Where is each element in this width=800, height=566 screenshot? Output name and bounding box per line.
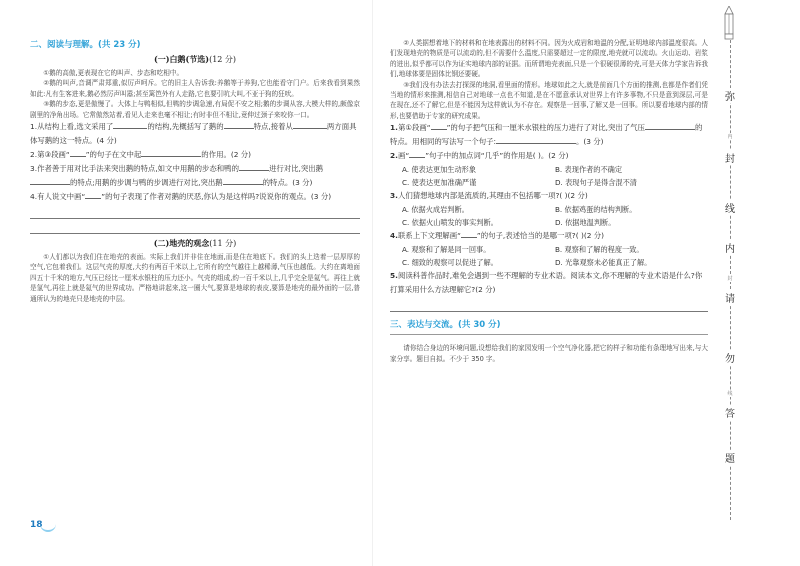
options-r4 [390,243,708,256]
question-4: 4.有人说文中画“ ”的句子表现了作者对鹅的厌恶,你认为是这样吗?说说你的观点。(3 分) [30,192,332,202]
binding-char: 封 [720,150,740,165]
binding-char: 弥 [720,88,740,103]
page-number: 18 [30,520,43,530]
binding-small-char: 线 [722,390,738,397]
option[interactable]: B. 依据鸡蛋的结构判断。 [555,205,637,215]
answer-line[interactable] [30,206,360,219]
passage1-paragraph-3: ③鹅的步态,更是傲慢了。大体上与鸭相似,但鸭的步调急速,有局促不安之相;鹅的步调从容,大模大样的,颇像京剧里的净角出场。它常傲然站着,看见人走来也毫不相让;有时非但不相让,竟伸过颈子来咬你一口。 [30,100,360,119]
question-r1: 1.第①段画“ ”的句子把气压和一厘米水银柱的压力进行了对比,突出了气压 的特点。用相同的写法写一个句子: 。(3 分) [390,123,703,147]
page-gutter [372,0,373,566]
options-r2 [390,163,708,176]
answer-blank[interactable] [645,121,695,130]
passage1-paragraph-1: ①鹅的高傲,更表现在它的叫声、步态和吃相中。 [43,69,184,77]
section-rule [390,334,708,335]
answer-blank[interactable] [223,176,263,185]
answer-line[interactable] [30,221,360,234]
option[interactable]: D. 依据地温判断。 [555,218,616,228]
question-3: 3.作者善于用对比手法来突出鹅的特点,如文中用鹅的步态和鸭的 进行对比,突出鹅的特点;用鹅的步调与鸭的步调进行对比,突出鹅 的特点。(3 分) [30,164,324,188]
question-r4: 4.联系上下文理解画“ ”的句子,表述恰当的是哪一项?( )(2 分) [390,231,605,241]
left-column [30,38,360,304]
option[interactable]: A. 依据火成岩判断。 [402,205,469,215]
option[interactable]: C. 细致的观察可以促进了解。 [402,258,498,268]
question-1: 1.从结构上看,选文采用了 的结构,先概括写了鹅的 特点,接着从 两方面具体写鹅的这一特点。(4 分) [30,122,357,146]
option[interactable]: D. 光靠观察未必能真正了解。 [555,258,652,268]
option[interactable]: A. 观察和了解是同一回事。 [402,245,491,255]
answer-line[interactable] [390,299,708,312]
option[interactable]: B. 观察和了解的程度一致。 [555,245,644,255]
section-heading-reading: 二、阅读与理解。(共 23 分) [30,40,141,50]
passage1-title: (一)白鹅(节选)(12 分) [153,54,237,64]
answer-blank[interactable] [239,162,269,171]
binding-char: 线 [720,200,740,215]
section-heading-writing: 三、表达与交流。(共 30 分) [390,320,501,331]
binding-margin [710,0,750,566]
binding-char: 勿 [720,350,740,365]
binding-small-char: 封 [722,275,738,282]
question-r2: 2.画“ ”句子中的加点词“几乎”的作用是( )。(2 分) [390,151,569,161]
option[interactable]: A. 使表达更加生动形象 [402,165,477,175]
question-2: 2.第③段画“ ”的句子在文中起 的作用。(2 分) [30,150,252,160]
option[interactable]: B. 表现作者的不确定 [555,165,623,175]
binding-char: 请 [720,290,740,305]
binding-small-char: 内 [722,133,738,140]
passage2-paragraph-2: ②人类据想着地下的材料和在地表露出的材料不同。因为火成岩和地温的分配,证明地球内部温度很高。人们发现地壳的物质是可以流动的,但不需要什么温度,只需要超过一定的限度,地壳就可以流动。火山运动、岩浆的迸出,似乎都可以作为证实地球内部的证据。而所谓地壳表面,只是一个很硬很薄的壳,可是天体力学家告诉我们,地球体要是固体比钢还要硬。 [390,39,708,79]
binding-char: 内 [720,240,740,255]
passage2-title: (二)地壳的观念(11 分) [153,238,237,249]
answer-blank[interactable] [293,120,327,129]
question-r5: 5.阅读科普作品时,难免会遇到一些不理解的专业术语。阅读本文,你不理解的专业术语是什么?你打算采用什么方法理解它?(2 分) [390,271,703,295]
answer-blank[interactable] [141,148,201,157]
passage1-paragraph-2: ②鹅的叫声,音调严肃郑重,似厉声呵斥。它的旧主人告诉我:养鹅等于养狗,它也能看守门户。后来我看到果然如此:凡有生客进来,鹅必然厉声叫嚣;甚至篱笆外有人走路,它也要引吭大叫,不亚于狗的狂吠。 [30,79,360,98]
answer-blank[interactable] [224,120,254,129]
page-number-decoration [40,522,56,532]
pencil-icon [724,6,734,40]
writing-prompt: 请你结合身边的环境问题,设想给我们的家园发明一个空气净化器,把它的样子和功能有条理地写出来,与大家分享。题目自拟。不少于 350 字。 [390,344,708,363]
binding-char: 答 [720,405,740,420]
answer-blank[interactable] [113,120,147,129]
answer-blank[interactable] [496,135,576,144]
option[interactable]: C. 依据火山喷发的事实判断。 [402,218,498,228]
right-column [390,38,708,364]
question-r3: 3.人们猜想地球内部是流质的,其理由不包括哪一项?( )(2 分) [390,191,588,201]
options-r3 [390,203,708,216]
answer-blank[interactable] [30,176,70,185]
option[interactable]: C. 使表达更加准确严谨 [402,178,477,188]
binding-char: 题 [720,450,740,465]
option[interactable]: D. 表现句子是得含混不清 [555,178,637,188]
passage2-paragraph-3: ③我们没有办法去打探深的地洞,看里面的情形。地球如此之大,就是前面几个方面的推测,也都是作者们凭当地的情形来推测,相信自己对地球一点也不知道,是在不愿意承认对世界上有许多事物,不只是意到深层,可是在现在,还不了解它,但是不能因为这样就认为不存在。观察是一回事,了解又是一回事。所以要看地球内部的情形,也要借助于专家的研究成果。 [390,80,708,120]
passage2-paragraph-1: ①人们都以为我们住在地壳的表面。实际上我们并非住在地面,而是住在地底下。我们的头上迭着一层厚厚的空气,它包着我们。这层气壳的厚度,大约有两百千米以上,它所有的空气越往上越稀薄,气压也越低。大约在离地面四五十千米的地方,气压已经比一厘米水银柱的压力还小。气壳的组成,約一百千米以上,几乎完全是氦气。再往上就是氢气,再往上就是氦气的世界成功。严格地讲起来,这一圈大气,要算是地球的表皮,要算是地壳的最外面的一层,普通所认为的地壳只是地壳的中层。 [30,253,360,303]
